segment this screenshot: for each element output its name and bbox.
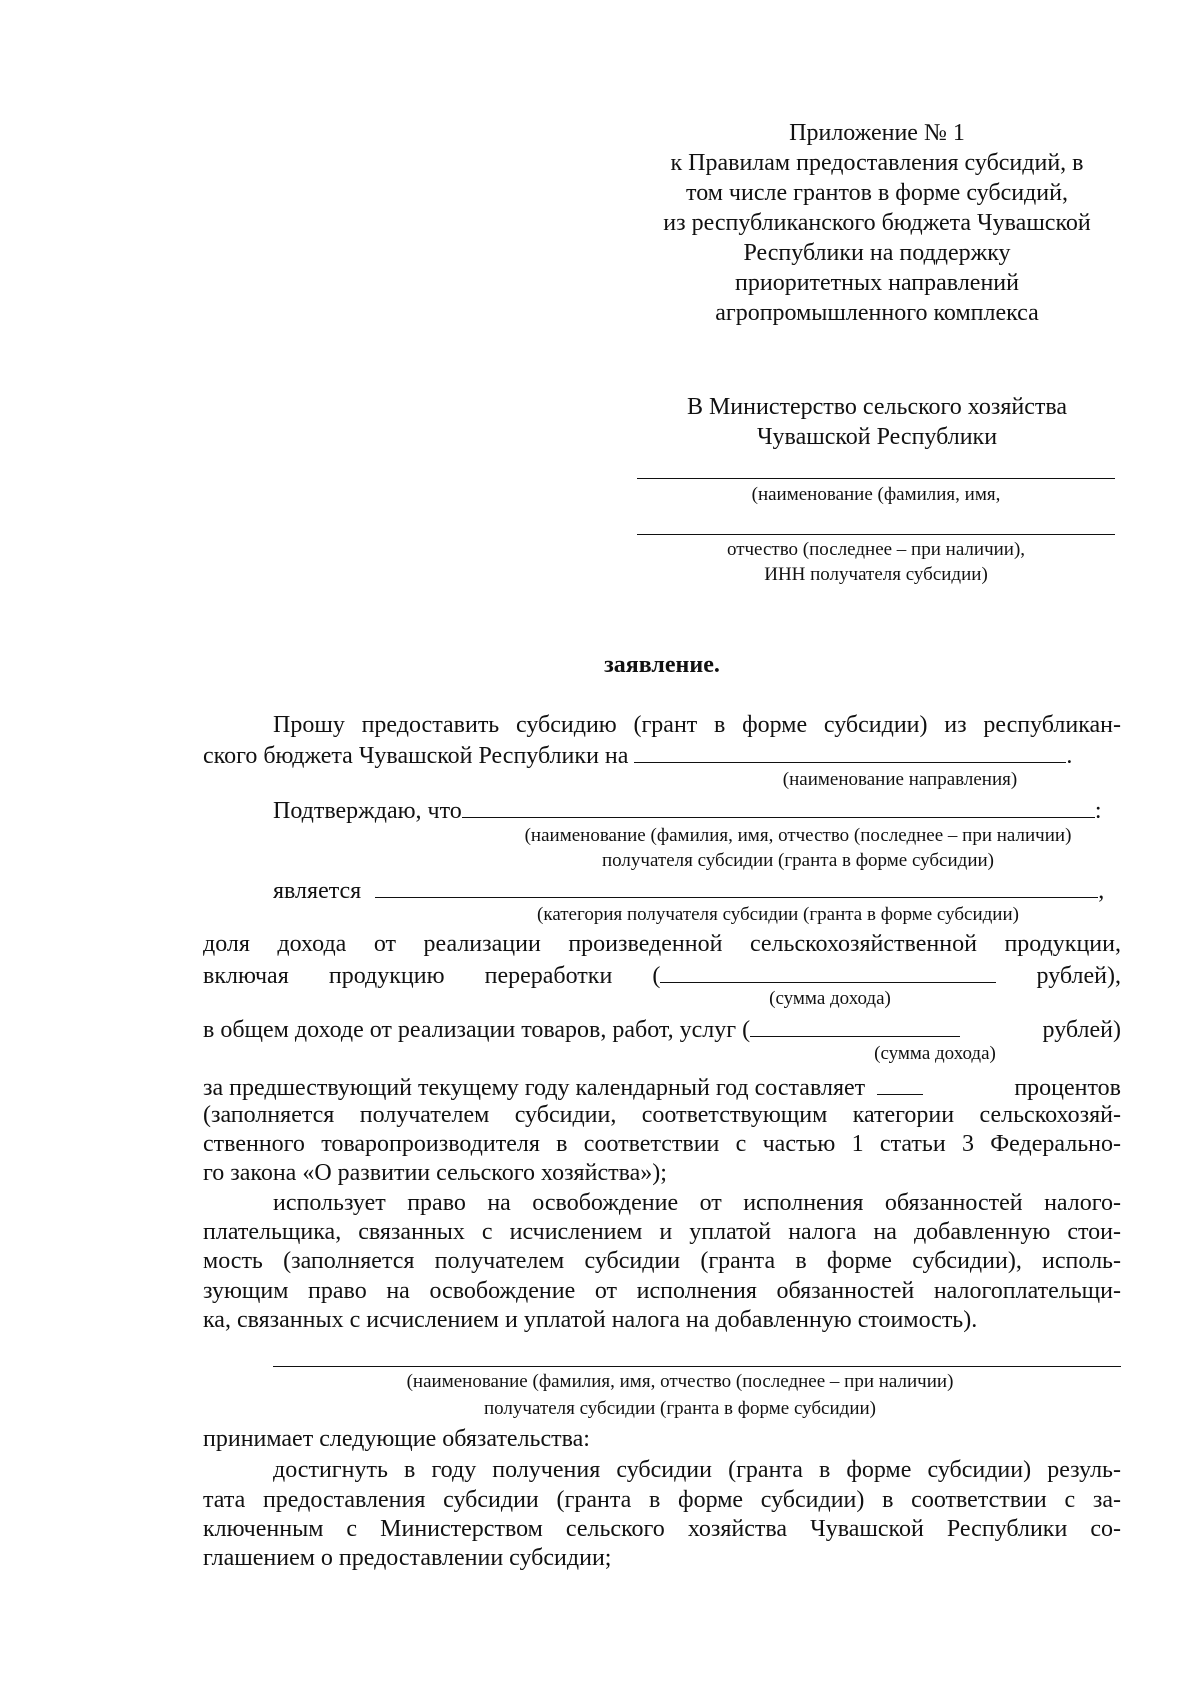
applicant-name-line-2[interactable]	[637, 534, 1115, 535]
is-comma: ,	[1098, 878, 1105, 904]
result-line: тата предоставления субсидии (гранта в форме субсидии) в соответствии с за-	[203, 1487, 1121, 1513]
vat-line: мость (заполняется получателем субсидии (гранта в форме субсидии), исполь-	[203, 1248, 1121, 1274]
addressee	[632, 392, 1122, 452]
income-paren: (	[652, 963, 661, 989]
direction-field[interactable]	[634, 740, 1066, 763]
hint-recipient-1: (наименование (фамилия, имя, отчество (последнее – при наличии)	[524, 825, 1072, 846]
category-line	[273, 875, 1104, 905]
income-word: продукцию	[328, 963, 445, 989]
vat-line: плательщика, связанных с исчислением и уплатой налога на добавленную стои-	[203, 1219, 1121, 1245]
confirm-text: Подтверждаю, что	[273, 798, 462, 824]
total-income-field[interactable]	[750, 1014, 960, 1037]
annex-line: из республиканского бюджета Чувашской	[663, 210, 1091, 236]
applicant-hint-2: отчество (последнее – при наличии),	[726, 539, 1026, 560]
confirm-colon: :	[1094, 798, 1102, 824]
addressee-line: В Министерство сельского хозяйства	[686, 394, 1068, 420]
annex-line: к Правилам предоставления субсидий, в	[670, 150, 1084, 176]
hint-recipient2-1: (наименование (фамилия, имя, отчество (последнее – при наличии)	[406, 1371, 954, 1392]
income-line1: доля дохода от реализации произведенной сельскохозяйственной продукции,	[203, 931, 1121, 957]
recipient-name-field[interactable]	[462, 795, 1095, 818]
annex-line: Приложение № 1	[789, 120, 965, 146]
confirm-line	[273, 795, 1101, 825]
applicant-hint-1: (наименование (фамилия, имя,	[751, 484, 1001, 505]
result-line: достигнуть в году получения субсидии (гранта в форме субсидии) резуль-	[273, 1457, 1121, 1483]
is-text: является	[273, 878, 362, 904]
percent-field[interactable]	[877, 1072, 923, 1095]
obligations-intro: принимает следующие обязательства:	[203, 1426, 590, 1452]
hint-category: (категория получателя субсидии (гранта в форме субсидии)	[537, 904, 1019, 925]
p1-line1: Прошу предоставить субсидию (грант в форме субсидии) из республикан-	[273, 712, 1121, 738]
note-last: го закона «О развитии сельского хозяйства»);	[203, 1160, 667, 1186]
income-word: переработки	[484, 963, 613, 989]
p1-line2	[203, 740, 1072, 770]
result-line: ключенным с Министерством сельского хозяйства Чувашской Республики со-	[203, 1516, 1121, 1542]
recipient-name-line-2[interactable]	[273, 1366, 1121, 1367]
total-income-rub: рублей)	[1042, 1017, 1121, 1043]
p1-line2-text: ского бюджета Чувашской Республики на	[203, 743, 629, 769]
income-word: включая	[203, 963, 289, 989]
percent-text: за предшествующий текущему году календарный год составляет	[203, 1075, 866, 1101]
hint-income-1: (сумма дохода)	[769, 988, 891, 1009]
percent-line	[203, 1072, 1121, 1102]
annex-line: приоритетных направлений	[735, 270, 1019, 296]
document-title: заявление.	[604, 652, 720, 678]
vat-last: ка, связанных с исчислением и уплатой налога на добавленную стоимость).	[203, 1307, 978, 1333]
annex-line: агропромышленного комплекса	[715, 300, 1039, 326]
p1-period: .	[1066, 743, 1073, 769]
result-last: глашением о предоставлении субсидии;	[203, 1545, 612, 1571]
income-line2	[203, 960, 1121, 990]
note-line: ственного товаропроизводителя в соответствии с частью 1 статьи 3 Федерально-	[203, 1131, 1121, 1157]
hint-income-2: (сумма дохода)	[874, 1043, 996, 1064]
applicant-name-line[interactable]	[637, 478, 1115, 479]
hint-recipient-2: получателя субсидии (гранта в форме субсидии)	[602, 850, 994, 871]
addressee-line: Чувашской Республики	[756, 424, 998, 450]
applicant-hint-3: ИНН получателя субсидии)	[764, 564, 988, 585]
total-income-line	[203, 1014, 1121, 1044]
hint-direction: (наименование направления)	[782, 769, 1018, 790]
percent-word: процентов	[1014, 1075, 1121, 1101]
category-field[interactable]	[375, 875, 1098, 898]
annex-header	[632, 118, 1122, 328]
total-income-text: в общем доходе от реализации товаров, работ, услуг (	[203, 1017, 751, 1043]
vat-line: зующим право на освобождение от исполнения обязанностей налогоплательщи-	[203, 1278, 1121, 1304]
income-rub: рублей),	[1036, 963, 1121, 989]
note-line: (заполняется получателем субсидии, соответствующим категории сельскохозяй-	[203, 1102, 1121, 1128]
annex-line: том числе грантов в форме субсидий,	[686, 180, 1068, 206]
income-amount-field[interactable]	[660, 960, 996, 983]
vat-line: использует право на освобождение от исполнения обязанностей налого-	[273, 1190, 1121, 1216]
hint-recipient2-2: получателя субсидии (гранта в форме субсидии)	[484, 1398, 876, 1419]
annex-line: Республики на поддержку	[743, 240, 1011, 266]
